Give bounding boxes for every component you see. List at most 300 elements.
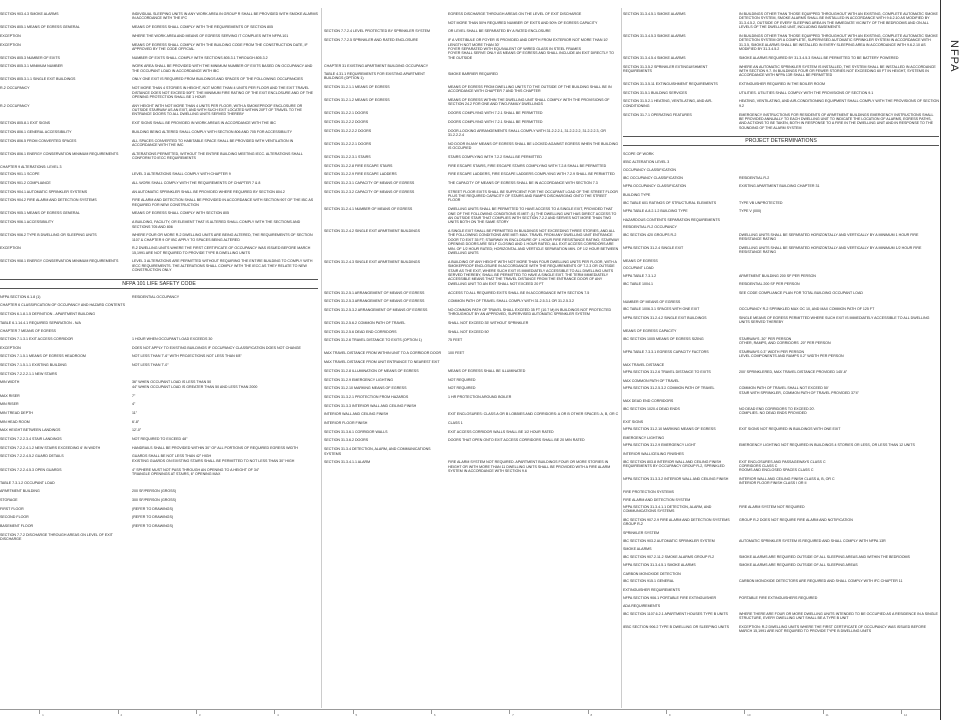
code-row	[623, 477, 939, 486]
code-requirement: 100 FEET	[448, 351, 465, 356]
code-row	[0, 220, 318, 229]
code-row	[324, 207, 620, 225]
subsection-heading: OCCUPANCY CLASSIFICATION	[623, 168, 676, 173]
code-reference: SECTION 31.2.2.8 FIRE ESCAPE STAIRS	[324, 163, 393, 168]
code-requirement: BUILDING BEING ALTERED SHALL COMPLY WITH SECTION 806 AND 705 FOR ACCESSIBILITY	[132, 129, 293, 134]
code-row	[324, 351, 620, 355]
code-requirement: EMERGENCY INSTRUCTIONS FOR RESIDENTS OF APARTMENT BUILDINGS EMERGENCY INSTRUCTIONS SHALL BE PROVIDED ANNUALLY TO EACH DWELLING UNIT TO INDICATE THE LOCATION OF ALARMS, EGRESS PATHS, AND ACTIONS TO BE TAKEN, BOTH IN RESPONSE TO A FIRE IN THE DWELLING UNIT AND IN RESPONSE TO THE SOUNDING OF THE ALARM SYSTEM	[739, 112, 934, 130]
iebc-level2-list	[0, 12, 318, 161]
code-reference: NFPA SECTION 31.2.4.2 SINGLE EXIT BUILDINGS	[623, 316, 707, 320]
code-row	[324, 338, 620, 342]
code-reference: SECTION 7.2.2.4.5.2 GUARD DETAILS	[0, 454, 64, 459]
code-row	[0, 303, 318, 307]
code-reference: NFPA TABLE 7.3.3.1 EGRESS CAPACITY FACTORS	[623, 349, 709, 354]
code-row	[0, 420, 318, 424]
code-reference: SECTION 805.3.1.1 SINGLE EXIT BUILDINGS	[0, 77, 76, 82]
code-reference: SECTION 7.7.2.4 LEVEL PROTECTED BY SPRINKLER SYSTEM	[324, 29, 431, 34]
code-row	[623, 386, 939, 395]
code-row	[0, 56, 318, 60]
code-row	[324, 299, 620, 303]
code-requirement	[448, 360, 620, 364]
code-row	[324, 21, 620, 25]
chapter31-list	[324, 72, 620, 474]
code-requirement: NUMBER OF EXITS SHALL COMPLY WITH SECTIONS 805.3.1 THROUGH 805.3.2	[132, 55, 268, 60]
life-safety-heading: NFPA 101 LIFE SAFETY CODE	[0, 279, 318, 289]
chapter31-heading: CHAPTER 31 EXISTING APARTMENT BUILDING OCCUPANCY	[324, 64, 429, 69]
code-requirement: SMOKE ALARMS ARE REQUIRED OUTSIDE OF ALL SLEEPING AREAS AND WITHIN THE BEDROOMS	[739, 554, 910, 559]
code-row	[0, 411, 318, 415]
grid-tick-label: 9	[668, 713, 671, 717]
code-requirement: DOES NOT APPLY TO EXISTING BUILDINGS IF OCCUPANCY CLASSIFICATION DOES NOT CHANGE	[132, 345, 301, 350]
code-requirement: DOORS COMPLYING WITH 7.2.1 SHALL BE PERMITTED	[448, 119, 543, 124]
code-row	[0, 34, 318, 38]
code-requirement: LEVEL 3 ALTERATIONS SHALL COMPLY WITH CHAPTER 9	[132, 172, 231, 177]
code-reference: IBC OCCUPANCY CLASSIFICATION	[623, 175, 683, 180]
code-requirement: EXISTING APARTMENT BUILDING CHAPTER 31	[739, 184, 820, 189]
code-requirement: SHALL NOT EXCEED 35' WITHOUT SPRINKLER	[448, 321, 529, 326]
code-row	[623, 443, 939, 447]
code-requirement: STAIRWAYS 0.3" WIDTH PER PERSON LEVEL COMPONENTS AND RAMPS 0.2" WIDTH PER PERSON	[739, 349, 844, 359]
code-requirement: STREET FLOOR EXITS SHALL BE SUFFICIENT FOR THE OCCUPANT LOAD OF THE STREET FLOOR PLUS THE REQUIRED CAPACITY OF STAIRS AND RAMPS DISCHARGING ONTO THE STREET FLOOR	[448, 189, 618, 203]
code-requirement: ALTERATIONS PERMITTED, WITHOUT THE ENTIRE BUILDING MEETING IECC. ALTERATIONS SHALL CONFORM TO IECC REQUIREMENTS	[132, 151, 303, 161]
code-row	[0, 86, 318, 99]
code-row	[0, 121, 318, 125]
column-divider	[321, 8, 322, 708]
code-reference: MIN WIDTH	[0, 380, 20, 385]
code-requirement: DOORS COMPLYING WITH 7.2.1 SHALL BE PERMITTED	[448, 111, 543, 116]
code-reference: R-2 OCCUPANCY	[0, 103, 30, 108]
code-requirement: FIRE ALARM SYSTEM NOT REQUIRED. APARTMENT BUILDINGS FOUR OR MORE STORIES IN HEIGHT OR WITH MORE THAN 11 DWELLING UNITS SHALL BE PROVIDED WITH A FIRE ALARM SYSTEM IN ACCORDANCE WITH SECTION 9.6	[448, 460, 611, 474]
code-row	[0, 428, 318, 432]
code-row	[0, 295, 318, 299]
code-row	[0, 515, 318, 519]
grid-tick	[823, 710, 829, 717]
code-requirement: EXTINGUISHER REQUIRED IN THE BOILER ROOM	[739, 82, 825, 87]
code-requirement: ONLY ONE EXIT IS REQUIRED FROM BUILDINGS AND SPACES OF THE FOLLOWING OCCUPANCIES	[132, 77, 303, 82]
code-requirement: NOT MORE THAN 50% REQUIRED NUMBER OF EXITS AND 50% OF EGRESS CAPACITY	[448, 20, 598, 25]
code-row	[0, 507, 318, 511]
code-requirement: PORTABLE FIRE EXTINGUISHERS REQUIRED	[739, 595, 818, 600]
code-requirement: ALL SPACES CONVERTED TO HABITABLE SPACE SHALL BE PROVIDED WITH VENTILATION IN ACCORDANCE WITH THE IMC	[132, 138, 294, 147]
code-row	[324, 190, 620, 203]
code-row	[623, 427, 939, 431]
code-row	[324, 330, 620, 334]
code-row	[0, 337, 318, 341]
code-reference: SECTION 31.2.4.1 NUMBER OF MEANS OF EGRESS	[324, 207, 413, 212]
column-divider	[621, 8, 622, 708]
subsection-heading: EXIT SIGNS	[623, 419, 644, 424]
code-row	[0, 533, 318, 542]
egress-discharge-list	[324, 12, 620, 60]
code-reference: IBC SECTION 907.2.11.2 SMOKE ALARMS GROUP R-2	[623, 554, 715, 559]
code-reference: SECTION 906.2 TYPE B DWELLING OR SLEEPING UNITS	[0, 233, 97, 238]
code-reference: SECTION 7.1.3.1 EXIT ACCESS CORRIDOR	[0, 336, 74, 341]
code-requirement: 4" SPHERE MUST NOT PASS THROUGH AN OPENING TO A HEIGHT OF 34" TRIANGLE OPENINGS AT STAIRS, 6" OPENING MAX	[132, 467, 260, 476]
code-row	[623, 246, 939, 255]
subsection-heading: FIRE PROTECTION SYSTEMS	[623, 490, 674, 495]
grid-tick	[274, 710, 279, 717]
code-reference: SECTION 31.2.4.2 SINGLE EXIT APARTMENT BUILDINGS	[324, 229, 420, 234]
code-row	[0, 489, 318, 493]
code-reference: SECTION 31.7.1 OPERATING FEATURES	[623, 112, 692, 117]
code-reference: SECTION 7.1.5.1.1 EXISTING BUILDING	[0, 363, 67, 367]
code-requirement: COMMON PATH OF TRAVEL SHALL COMPLY WITH 31.2.5.3.1 OR 31.2.5.3.2	[448, 299, 574, 304]
code-requirement	[132, 481, 318, 485]
code-row	[623, 612, 939, 621]
code-reference: STORAGE	[0, 498, 18, 503]
code-requirement: NOT MORE THAN 4 STORIES IN HEIGHT, NOT MORE THAN 4 UNITS PER FLOOR AND THE EXIT TRAVEL DISTANCE DOES NOT EXCEED 50FT. THE MINIMUM FIRE RATING OF THE EXIT ENCLOSURE AND OF THE OPENING PROTECTION SHALL BE 1 HOUR	[132, 86, 314, 99]
code-reference: EXCEPTION	[0, 345, 21, 350]
code-reference: IBC SECTION 1005 MEANS OF EGRESS SIZING	[623, 336, 704, 341]
code-reference: SECTION 7.2.2.2.1.1 NEW STAIRS	[0, 371, 58, 376]
code-reference: SECTION 806.1 GENERAL ACCESSIBILITY	[0, 129, 72, 134]
subsection-heading: MEANS OF EGRESS CAPACITY	[623, 329, 677, 334]
code-reference: SECTION 31.3.4 DETECTION, ALARM, AND COMMUNICATIONS SYSTEMS	[324, 447, 431, 456]
code-reference: SECTION 905.1 MEANS OF EGRESS GENERAL	[0, 211, 80, 216]
code-requirement: INTERIOR WALL AND CEILING FINISH CLASS A, B, OR C INTERIOR FLOOR FINISH CLASS I OR II	[739, 477, 835, 486]
code-requirement: THE CAPACITY OF MEANS OF EGRESS SHALL BE IN ACCORDANCE WITH SECTION 7.3	[448, 180, 598, 185]
code-row	[0, 181, 318, 185]
code-requirement	[132, 321, 318, 325]
code-reference: SECTION 31.2.5.6 DEAD END CORRIDORS	[324, 329, 397, 334]
code-reference: NFPA SECTION 31.3.3.2 INTERIOR WALL AND CEILING FINISH	[623, 477, 729, 482]
code-reference: SECTION 901.1 SCOPE	[0, 172, 40, 177]
code-reference: SECTION 903.4.3 SMOKE ALARMS	[0, 12, 59, 16]
code-row	[324, 111, 620, 115]
code-requirement: GROUP R-2 DOES NOT REQUIRE FIRE ALARM AND NOTIFICATION	[739, 518, 853, 523]
code-requirement: 300 SF/PERSON (GROSS)	[132, 498, 177, 503]
code-reference: MAX TRAVEL DISTANCE FROM UNIT ENTRANCE TO NEAREST EXIT	[324, 360, 440, 365]
code-requirement: WHERE FOUR OR MORE R-2 DWELLING UNITS ARE BEING ALTERED, THE REQUIREMENTS OF SECTION 1107 & CHAPTER 9 OF IBC APPLY TO SPACES BEING ALTERED	[132, 233, 313, 242]
subsection-heading: MAX DEAD END CORRIDORS	[623, 399, 674, 404]
code-row	[0, 64, 318, 73]
code-row	[0, 77, 318, 81]
code-row	[324, 291, 620, 295]
code-row	[324, 38, 620, 60]
code-reference: SECTION 31.3.3 INTERIOR WALL AND CEILING FINISH	[324, 403, 417, 408]
code-requirement: NOT REQUIRED	[448, 377, 476, 382]
code-reference: SECTION 31.3.5.11 EXTINGUISHMENT REQUIREMENTS	[623, 82, 718, 87]
code-row	[324, 360, 620, 364]
code-row	[623, 99, 939, 108]
code-row	[0, 372, 318, 376]
code-reference: SECTION 805.3.1 MINIMUM NUMBER	[0, 64, 63, 69]
code-reference: SECTION 805.3 NUMBER OF EXITS	[0, 55, 60, 60]
code-row	[0, 437, 318, 441]
nfpa-egress-list	[0, 337, 318, 542]
code-row	[324, 155, 620, 159]
code-row	[623, 113, 939, 131]
subsection-heading: EMERGENCY LIGHTING	[623, 435, 665, 440]
code-requirement: 200' SPRINKLERED, MAX TRAVEL DISTANCE PROVIDED 145'-6"	[739, 370, 848, 375]
code-row	[0, 481, 318, 485]
code-requirement: OCCUPANCY R-2 SPRINKLED MAX OC 10, AND MAX COMMON PATH OF 125 FT	[739, 307, 875, 312]
grid-tick-label: 3	[198, 713, 201, 717]
code-row	[0, 43, 318, 52]
code-row	[0, 233, 318, 242]
code-requirement: NO DEAD END CORRIDORS TO EXCEED 20'. COMPLIES. NO DEAD ENDS PROVIDED	[739, 406, 816, 416]
code-reference: IBC SECTION 907.2.9 FIRE ALARM AND DETECTION SYSTEMS GROUP R-2	[623, 518, 730, 527]
code-row	[623, 596, 939, 600]
code-reference: NFPA SECTION 31.2.5.3.2 COMMON PATH OF TRAVEL	[623, 386, 715, 391]
code-reference	[324, 12, 448, 16]
code-requirement: MEANS OF EGRESS SHALL BE ILLUMINATED	[448, 368, 526, 373]
code-requirement: 4"	[132, 402, 136, 407]
code-row	[623, 460, 939, 473]
code-row	[0, 468, 318, 477]
code-row	[623, 160, 939, 164]
code-requirement: RESIDENTIAL R-2	[739, 175, 770, 180]
code-reference: MIN RISER	[0, 402, 19, 407]
code-requirement: 36" WHEN OCCUPANT LOAD IS LESS THAN 50 44" WHEN OCCUPANT LOAD IS GREATER THAN 50 AND LESS THAN 2000	[132, 380, 258, 389]
code-requirement: SEE CODE COMPLIANCE PLAN FOR TOTAL BUILDING OCCUPANT LOAD	[739, 291, 863, 296]
code-row	[0, 321, 318, 325]
code-reference: MIN TREAD DEPTH	[0, 410, 33, 415]
code-row	[324, 308, 620, 317]
code-row	[623, 337, 939, 346]
subsection-heading: SPRINKLER SYSTEM	[623, 531, 660, 536]
code-requirement: WORK AREA SHALL BE PROVIDED WITH THE MINIMUM NUMBER OF EXITS BASED ON OCCUPANCY AND THE OCCUPANT LOAD IN ACCORDANCE WITH IBC	[132, 64, 313, 73]
code-row	[324, 129, 620, 138]
code-reference: SECTION 31.2.2.2.2 DOORS	[324, 128, 372, 133]
code-reference: NFPA SECTION 31.2.10 MARKING MEANS OF EGRESS	[623, 427, 716, 432]
grid-tick	[196, 710, 201, 717]
code-requirement: IN BUILDINGS OTHER THAN THOSE EQUIPPED THROUGHOUT WITH AN EXISTING, COMPLETE AUTOMATIC SMOKE DETECTION SYSTEM OR A COMPLETE, SUPERVISED AUTOMATIC SPRINKLER SYSTEM IN ACCORDANCE WITH 31.3.5, SMOKE ALARMS SHALL BE INSTALLED IN EVERY SLEEPING AREA IN ACCORDANCE WITH 9.6.2.10 AS MODIFIED BY 31.3.4.5.2	[739, 33, 938, 52]
code-row	[0, 25, 318, 29]
code-requirement: WHERE THE WORK AREA AND MEANS OF EGRESS SERVING IT COMPLIES WITH NFPA 101	[132, 33, 289, 38]
code-requirement: NOT LESS THAN 7'-6" WITH PROJECTIONS NOT LESS THAN 6'8"	[132, 354, 242, 359]
code-row	[0, 130, 318, 134]
code-requirement: GUARDS SHALL BE NOT LESS THAN 42" HIGH EXISTING GUARDS ON EXISTING STAIRS SHALL BE PERMITTED TO NOT LESS THAN 30" HIGH	[132, 454, 295, 463]
code-requirement: DOOR-LOCKING ARRANGEMENTS SHALL COMPLY WITH 31.2.2.2.1, 31.2.2.2.2, 31.2.2.2.3, OR 31.2.2.2.4	[448, 128, 606, 137]
code-requirement: FIRE ESCAPE STAIRS, FIRE ESCAPE STAIRS COMPLYING WITH 7.2.8 SHALL BE PERMITTED	[448, 163, 607, 168]
code-row	[0, 259, 318, 272]
column-left	[0, 12, 318, 706]
code-reference: TABLE 4.31.1 REQUIREMENTS FOR EXISTING APARTMENT BUILDINGS (OPTION 1)	[324, 71, 425, 81]
code-requirement: COMMON PATH OF TRAVEL SHALL NOT EXCEED 50' STAIR WITH SPRINKLER, COMMON PATH OF TRAVEL PROVIDED 37'4"	[739, 386, 859, 395]
grid-tick	[39, 710, 44, 717]
code-reference: APARTMENT BUILDING	[0, 489, 40, 494]
code-reference: IBC SECTION 420 GROUPS R-2	[623, 232, 677, 237]
code-requirement: TYPE V (000)	[739, 209, 762, 214]
code-requirement: ALL WORK SHALL COMPLY WITH THE REQUIREMENTS OF CHAPTER 7 & 8	[132, 180, 261, 185]
code-reference: INTERIOR FLOOR FINISH	[324, 421, 368, 426]
code-reference: SECTION 31.3.2.1 PROTECTION FROM HAZARDS	[324, 394, 409, 399]
code-row	[0, 446, 318, 450]
code-requirement: EMERGENCY LIGHTING NOT REQUIRED IN BUILDINGS 4 STORIES OR LESS, OR LESS THAN 12 UNITS	[739, 443, 915, 448]
code-requirement: FIRE ALARM SYSTEM NOT REQUIRED	[739, 504, 805, 509]
grid-tick	[118, 710, 123, 717]
code-row	[324, 404, 620, 408]
code-row	[0, 380, 318, 389]
code-reference: SECTION 31.2.9 EMERGENCY LIGHTING	[324, 377, 394, 382]
code-reference: SECTION 908.1 ENERGY CONSERVATION MINIMUM REQUIREMENTS	[0, 259, 119, 264]
code-requirement: STAIRS COMPLYING WITH 7.2.2 SHALL BE PERMITTED	[448, 154, 542, 159]
code-reference: CHAPTER 6 CLASSIFICATION OF OCCUPANCY AND HAZARD CONTENTS	[0, 303, 125, 308]
code-reference: SECTION 31.3.6.2 DOORS	[324, 438, 369, 443]
grid-tick-label: 10	[747, 713, 751, 717]
code-row	[0, 346, 318, 350]
code-requirement: R-2 DWELLING UNITS WHERE THE FIRST CERTIFICATE OF OCCUPANCY WAS ISSUED BEFORE MARCH 15,1991 ARE NOT REQUIRED TO PROVIDE TYPE B DWELLING UNITS	[132, 246, 311, 255]
grid-tick-label: 4	[277, 713, 279, 717]
code-row	[623, 12, 939, 30]
code-requirement: STAIRWAYS .30" PER PERSON OTHER, RAMPS, AND CORRIDORS .20" PER PERSON	[739, 336, 831, 345]
subsection-heading: INTERIOR WALL/CEILING FINISHES	[623, 452, 684, 457]
code-row	[623, 82, 939, 86]
code-requirement: EXIT ACCESS CORRIDOR WALLS SHALL BE 1/2 HOUR RATED	[448, 429, 554, 434]
code-requirement: ACCESS TO ALL REQUIRED EXITS SHALL BE IN ACCORDANCE WITH SECTION 7.5	[448, 290, 590, 295]
grid-tick	[509, 710, 514, 717]
code-row	[0, 152, 318, 161]
subsection-heading: CARBON MONOXIDE DETECTION	[623, 572, 681, 577]
subsection-heading: SCOPE OF WORK	[623, 152, 654, 157]
code-requirement: AN AUTOMATIC SPRINKLER SHALL BE PROVIDED WHERE REQUIRED BY SECTION 804.2	[132, 189, 285, 194]
code-row	[0, 524, 318, 528]
code-row	[0, 354, 318, 358]
code-reference: IBC SECTION 1107.6.2.1 APARTMENT HOUSES TYPE B UNITS	[623, 611, 728, 616]
grid-tick-label: 11	[825, 713, 829, 717]
code-requirement: ANY HEIGHT WITH NOT MORE THAN 4 UNITS PER FLOOR, WITH A SMOKEPROOF ENCLOSURE OR OUTSIDE STAIRWAY AS AN EXIT, AND WITH SUCH EXIT LOCATED WITHIN 20FT OF TRAVEL TO THE ENTRANCE DOORS TO ALL DWELLING UNITS SERVED THEREBY	[132, 103, 303, 117]
code-requirement: DWELLING UNITS SHALL BE SEPARATED HORIZONTALLY AND VERTICALLY BY A MINIMUM 1/2 HOUR FIRE RESISTANCE RATING	[739, 245, 922, 255]
code-requirement: OR LEVEL SHALL BE SEPARATED BY A RATED ENCLOSURE	[448, 29, 551, 34]
subsection-heading: BUILDING TYPE	[623, 193, 651, 198]
code-requirement: SINGLE MEANS OF EGRESS PERMITTED WHERE SUCH EXIT IS IMMEDIATELY ACCESSIBLE TO ALL DWELLING UNITS SERVED THEREBY	[739, 316, 930, 325]
code-reference: SECTION 7.7.2 DISCHARGE THROUGH AREAS ON LEVEL OF EXIT DISCHARGE	[0, 532, 113, 542]
code-reference: IBC TABLE 1004.1	[623, 282, 654, 287]
code-requirement: AUTOMATIC SPRINKLER SYSTEM IS REQUIRED AND SHALL COMPLY WITH NFPA 13R	[739, 538, 886, 543]
code-reference: IBC TABLE 601 RATINGS OF STRUCTURAL ELEMENTS	[623, 200, 717, 205]
code-requirement: A SINGLE EXIT SHALL BE PERMITTED IN BUILDINGS NOT EXCEEDING THREE STORIES, AND ALL THE FOLLOWING CONDITIONS ARE MET: MAX. TRAVEL FROM ANY DWELLING UNIT ENTRANCE DOOR TO EXIT 35 FT; STAIRWAY IN ENCLOSURE OF 1 HOUR FIRE RESISTANCE RATING; STAIRWAY OPENING DOORS ARE SELF CLOSING AND 1 HOUR RATED; ALL EXIT ACCESS CORRIDORS ARE MIN. OF 1/2 HOUR RATED; HORIZONTAL AND VERTICLE SEPARATION MIN. OF 1/2 HOUR BETWEEN DWELLING UNITS	[448, 229, 620, 256]
code-row	[324, 395, 620, 399]
grid-tick	[353, 710, 358, 717]
subsection-heading: MAX COMMON PATH OF TRAVEL	[623, 378, 680, 383]
code-requirement	[448, 404, 620, 408]
code-requirement: FIRE ALARM AND DETECTION SHALL BE PROVIDED IN ACCORDANCE WITH SECTION 907 OF THE IBC AS REQUIRED FOR NEW CONSTRUCTION	[132, 198, 314, 207]
code-reference: SECTION 31.3.4.5.4 SMOKE ALARMS	[623, 55, 686, 60]
subsection-heading: HAZARDOUS CONTENTS SEPARATION REQUIREMENTS	[623, 217, 720, 222]
code-reference: SECTION 31.5.1 BUILDING SERVICES	[623, 90, 688, 95]
code-reference: SECTION 31.2.1.2 MEANS OF EGRESS	[324, 98, 390, 103]
code-reference: TABLE 6.1.14.4.1 REQUIRED SEPARATION - N/A	[0, 320, 81, 325]
code-reference: SECTION 31.2.2.3.1 STAIRS	[324, 154, 371, 159]
grid-tick-label: 1	[42, 713, 44, 717]
grid-tick	[666, 710, 671, 717]
code-requirement: (REFER TO DRAWINGS)	[132, 506, 174, 511]
code-requirement: LEVEL 3 ALTERATIONS ARE PERMITTED WITHOUT REQUIRING THE ENTIRE BUILDING TO COMPLY WITH IECC REQUIREMENTS. THE ALTERATIONS SHALL COMPLY WITH THE IECC AS THEY RELATE TO NEW CONSTRUCTION ONLY	[132, 259, 313, 273]
subsection-heading: SMOKE ALARMS	[623, 547, 652, 552]
code-row	[623, 56, 939, 60]
code-requirement: IN BUILDINGS OTHER THAN THOSE EQUIPPED THROUGHOUT WITH AN EXISTING, COMPLETE AUTOMATIC SMOKE DETECTION SYSTEM, SMOKE ALARMS SHALL BE INSTALLED IN ACCORDANCE WITH 9.6.2.10 AS MODIFIED BY 31.3.4.5.2, OUTSIDE OF EVERY SLEEPING AREA IN THE IMMEDIATE VICINITY OF THE BEDROOMS AND ON ALL LEVELS OF THE DWELLING UNIT, INCLUDING BASEMENTS	[739, 12, 938, 30]
code-requirement: CARBON MONOXIDE DETECTORS ARE REQUIRED AND SHALL COMPLY WITH IFC CHAPTER 11	[739, 579, 903, 584]
code-reference: INTERIOR WALL AND CEILING FINISH	[324, 412, 389, 417]
code-row	[324, 85, 620, 94]
code-requirement: TYPE VB UNPROTECTED	[739, 200, 783, 205]
code-reference: SECTION 31.2.2.9 FIRE ESCAPE LADDERS	[324, 172, 397, 177]
code-requirement	[132, 303, 318, 307]
code-reference: SECTION 31.3.4.5.3 SMOKE ALARMS	[623, 33, 686, 38]
code-reference: SECTION 7.2.2.4.1.2 NEW STAIRS EXCEEDING 6' IN WIDTH	[0, 445, 101, 450]
subsection-heading: OCCUPANT LOAD	[623, 266, 654, 271]
code-row	[324, 430, 620, 434]
code-reference: R-2 OCCUPANCY	[0, 86, 30, 91]
code-requirement: SHALL NOT EXCEED 50'	[448, 329, 490, 334]
code-requirement: MEANS OF EGRESS SHALL COMPLY WITH THE BUILDING CODE FROM THE CONSTRUCTION DATE, IF APPROVED BY THE CODE OFFICIAL	[132, 42, 308, 51]
code-reference: SECTION 7.2.2.4.5.3 OPEN GUARDS	[0, 467, 62, 472]
code-reference: SECTION 31.2.6 TRAVEL DISTANCE TO EXITS (OPTION 1)	[324, 338, 422, 343]
code-row	[324, 172, 620, 176]
code-row	[0, 394, 318, 398]
code-requirement: 12'-0"	[132, 428, 142, 433]
code-row	[0, 139, 318, 148]
code-row	[623, 563, 939, 567]
code-row	[324, 181, 620, 185]
code-reference: SECTION 31.2.3.2 CAPACITY OF MEANS OF EGRESS	[324, 189, 415, 194]
code-requirement: NO COMMON PATH OF TRAVEL SHALL EXCEED 35 FT (10.7 M) IN BUILDINGS NOT PROTECTED THROUGHOUT BY AN APPROVED, SUPERVISED AUTOMATIC SPRINKLER SYSTEM	[448, 307, 612, 317]
code-reference: SECTION 31.5.2.1 HEATING, VENTILATING, AND AIR-CONDITIONING	[623, 99, 713, 108]
code-row	[623, 625, 939, 634]
code-reference: SECTION 31.2.2.2 DOORS	[324, 119, 369, 124]
code-reference: IBC SECTION 1020.4 DEAD ENDS	[623, 406, 680, 411]
code-reference: MAX TRAVEL DISTANCE FROM WITHIN UNIT TO A CORRIDOR DOOR	[324, 351, 442, 356]
code-row	[623, 539, 939, 543]
code-row	[623, 209, 939, 213]
grid-tick	[901, 710, 908, 717]
code-requirement: DOORS THAT OPEN ONTO EXIT ACCESS CORRIDORS SHALL BE 20 MIN RATED	[448, 438, 585, 443]
code-row	[623, 407, 939, 416]
code-reference: SECTION 806.1 ENERGY CONSERVATION MINIMUM REQUIREMENTS	[0, 151, 119, 156]
code-reference: SECTION 31.2.2.2.1 DOORS	[324, 141, 372, 146]
column-middle	[324, 12, 620, 706]
code-requirement	[448, 447, 620, 456]
code-reference	[324, 21, 448, 25]
code-reference: NFPA SECTION 906.1 PORTABLE FIRE EXTINGUISHER	[623, 595, 717, 600]
code-row	[623, 65, 939, 78]
code-reference: SECTION 904.2 FIRE ALARM AND DETECTION SYSTEMS	[0, 198, 97, 203]
code-requirement	[132, 372, 318, 376]
code-reference: SECTION 31.2.5.3.2 ARRANGEMENT OF MEANS OF EGRESS	[324, 307, 428, 312]
code-requirement: HEATING, VENTILATING, AND AIR-CONDITIONING EQUIPMENT SHALL COMPLY WITH THE PROVISIONS OF SECTION 9.2	[739, 99, 939, 108]
code-requirement: IF A VESTIBULE OR FOYER IS PROVIDED AND DEPTH FROM EXTERIOR NOT MORE THAN 10' LENGTH NOT MORE THAN 30' FOYER SEPARATED WITH EQUIVALENT OF WIRED GLASS IN STEEL FRAMES FOYER SHALL SERVE ONLY AS MEANS OF EGRESS AND SHALL INCLUDE AN EXIT DIRECTLY TO THE OUTSIDE	[448, 38, 614, 60]
code-requirement: SMOKE ALARMS ARE REQUIRED OUTSIDE OF ALL SLEEPING AREAS	[739, 563, 858, 568]
code-requirement: MEANS OF EGRESS FROM DWELLING UNITS TO THE OUTSIDE OF THE BUILDING SHALL BE IN ACCORDANCE WITH CHAPTER 7 AND THIS CHAPTER	[448, 84, 612, 94]
code-row	[623, 291, 939, 295]
code-row	[623, 91, 939, 95]
code-row	[324, 447, 620, 456]
code-row	[324, 98, 620, 107]
grid-tick-label: 5	[355, 713, 358, 717]
code-requirement: MEANS OF EGRESS SHALL COMPLY WITH SECTION 805	[132, 211, 229, 216]
code-reference: SECTION 6.1.8.1.5 DEFINITION - APARTMENT BUILDING	[0, 312, 96, 317]
code-row	[623, 201, 939, 205]
code-requirement: EXIT SIGNS SHALL BE PROVIDED IN WORK AREAS IN ACCORDANCE WITH THE IBC	[132, 121, 276, 126]
code-row	[324, 386, 620, 390]
level3-heading: CHAPTER 9 ALTERATIONS: LEVEL 3	[0, 164, 62, 169]
code-row	[623, 176, 939, 180]
code-requirement: 75 FEET	[448, 338, 463, 343]
code-row	[623, 184, 939, 188]
code-row	[0, 312, 318, 316]
code-row	[0, 12, 318, 21]
code-row	[324, 369, 620, 373]
code-requirement	[132, 533, 318, 542]
code-row	[324, 164, 620, 168]
code-reference: SECTION 7.2.2.3.4 STAIR LANDINGS	[0, 437, 62, 442]
code-row	[623, 370, 939, 374]
code-reference: SECTION 906.1 ACCESSIBILITY	[0, 220, 54, 225]
code-row	[0, 211, 318, 215]
code-row	[0, 172, 318, 176]
code-requirement: INDIVIDUAL SLEEPING UNITS IN ANY WORK AREA IN GROUP R SHALL BE PROVIDED WITH SMOKE ALARMS IN ACCORDANCE WITH THE IFC	[132, 12, 318, 21]
